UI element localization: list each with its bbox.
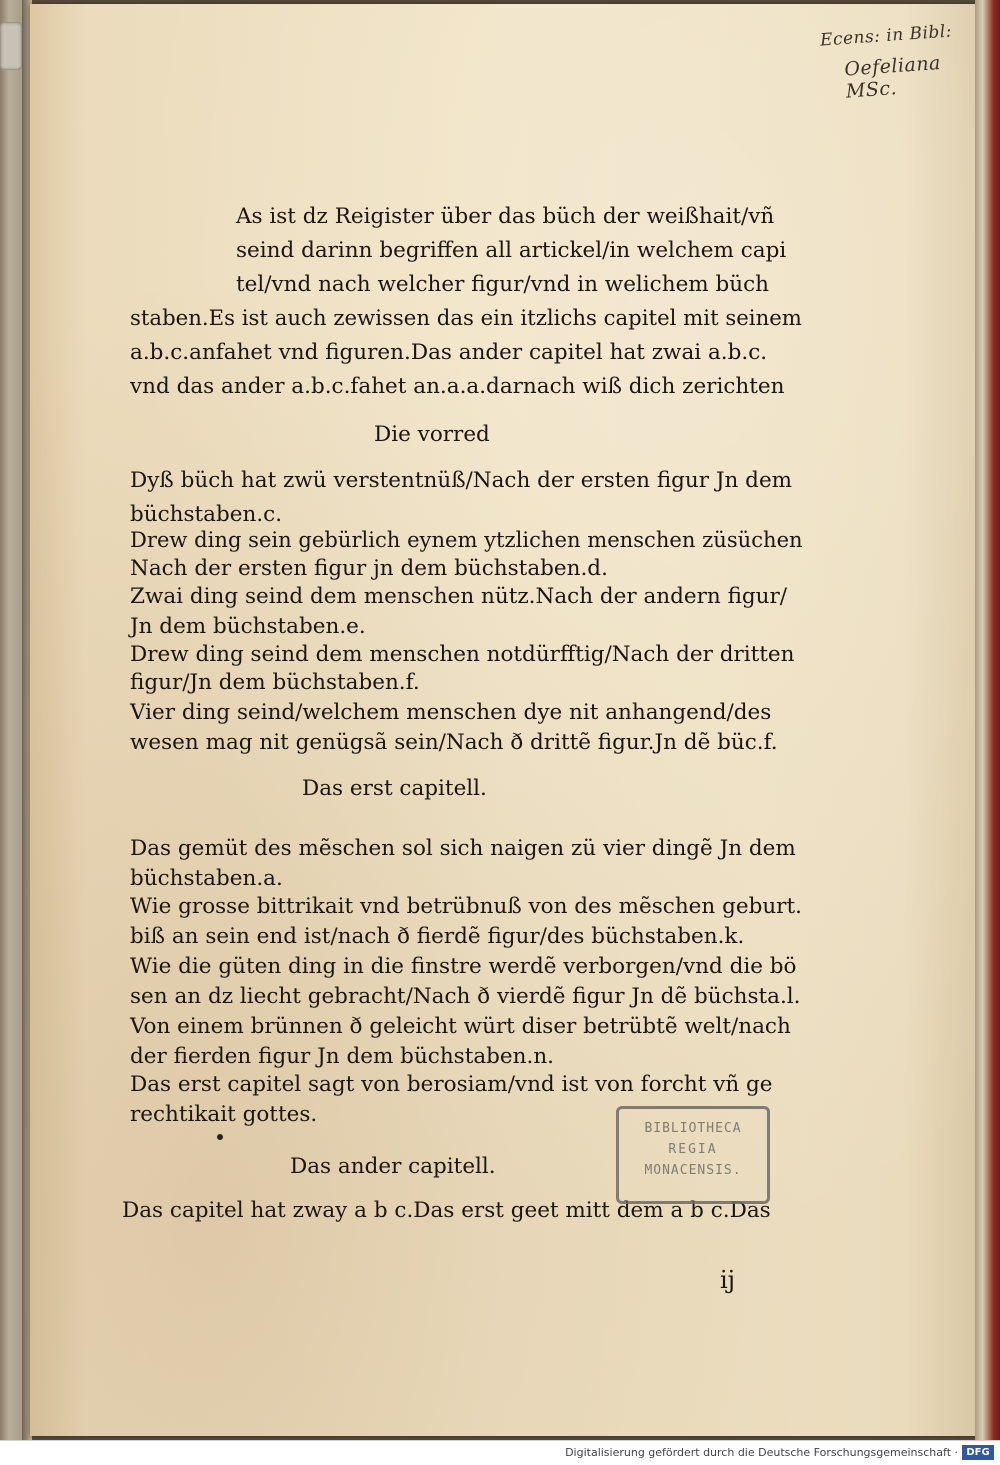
- library-stamp: [616, 1106, 770, 1204]
- heading-vorred: Die vorred: [374, 422, 490, 447]
- capitel1-line: sen an dz liecht gebracht/Nach ð vierdẽ figur Jn dẽ büchsta.l.: [130, 984, 801, 1009]
- heading-ander-capitell: Das ander capitell.: [290, 1154, 496, 1179]
- vorred-line: Dyß büch hat zwü verstentnüß/Nach der ersten figur Jn dem: [130, 468, 793, 493]
- initial-letter-space: [104, 202, 134, 310]
- capitel1-line: der fierden figur Jn dem büchstaben.n.: [130, 1044, 555, 1069]
- vorred-line: Nach der ersten figur jn dem büchstaben.d.: [130, 556, 608, 581]
- stamp-line-2: REGIA: [668, 1142, 718, 1157]
- capitel1-line: Von einem brünnen ð geleicht würt diser betrübtẽ welt/nach: [130, 1014, 791, 1039]
- vorred-line: Jn dem büchstaben.e.: [130, 614, 366, 639]
- margin-note-1: Ecens: in Bibl:: [819, 21, 953, 51]
- margin-note-2: Oefeliana MSc.: [843, 51, 942, 103]
- capitel1-line: Das erst capitel sagt von berosiam/vnd ist von forcht vñ ge: [130, 1072, 773, 1097]
- vorred-line: büchstaben.c.: [130, 502, 283, 527]
- intro-line: a.b.c.anfahet vnd figuren.Das ander capitel hat zwai a.b.c.: [130, 340, 768, 365]
- page-number: ij: [720, 1266, 736, 1294]
- vorred-line: figur/Jn dem büchstaben.f.: [130, 670, 420, 695]
- vorred-line: Zwai ding seind dem menschen nütz.Nach der andern figur/: [130, 584, 788, 609]
- intro-line: As ist dz Reigister über das büch der weißhait/vñ: [236, 204, 775, 229]
- vorred-line: wesen mag nit genügsã sein/Nach ð drittẽ figur.Jn dẽ büc.f.: [130, 730, 778, 755]
- footer-credit: Digitalisierung gefördert durch die Deutsche Forschungsgemeinschaft ·: [565, 1446, 958, 1459]
- intro-line: vnd das ander a.b.c.fahet an.a.a.darnach wiß dich zerichten: [130, 374, 785, 399]
- capitel1-line: Das gemüt des mẽschen sol sich naigen zü vier dingẽ Jn dem: [130, 836, 796, 861]
- intro-line: seind darinn begriffen all artickel/in welchem capi: [236, 238, 787, 263]
- capitel1-line: büchstaben.a.: [130, 866, 283, 891]
- manuscript-page: [30, 4, 978, 1436]
- dfg-logo-icon: DFG: [962, 1445, 994, 1460]
- binding-clip: [0, 22, 22, 70]
- capitel1-line: Wie grosse bittrikait vnd betrübnuß von des mẽschen geburt.: [130, 894, 802, 919]
- book-edge-right: [975, 0, 1000, 1440]
- vorred-line: Drew ding sein gebürlich eynem ytzlichen menschen züsüchen: [130, 528, 803, 553]
- stamp-line-1: BIBLIOTHECA: [644, 1121, 742, 1136]
- capitel1-line: biß an sein end ist/nach ð fierdẽ figur/des büchstaben.k.: [130, 924, 745, 949]
- intro-line: staben.Es ist auch zewissen das ein itzlichs capitel mit seinem: [130, 306, 802, 331]
- footer-bar: [0, 1440, 1000, 1465]
- intro-line: tel/vnd nach welcher figur/vnd in welichem büch: [236, 272, 770, 297]
- book-cover-left: [0, 0, 22, 1440]
- capitel2-line: Das capitel hat zway a b c.Das erst geet mitt dem a b c.Das: [122, 1198, 771, 1223]
- capitel1-line: Wie die güten ding in die finstre werdẽ verborgen/vnd die bö: [130, 954, 797, 979]
- vorred-line: Vier ding seind/welchem menschen dye nit anhangend/des: [130, 700, 772, 725]
- heading-erst-capitell: Das erst capitell.: [302, 776, 487, 801]
- ink-dot: [217, 1134, 223, 1140]
- capitel1-line: rechtikait gottes.: [130, 1102, 318, 1127]
- vorred-line: Drew ding seind dem menschen notdürfftig/Nach der dritten: [130, 642, 795, 667]
- stamp-line-3: MONACENSIS.: [644, 1163, 742, 1178]
